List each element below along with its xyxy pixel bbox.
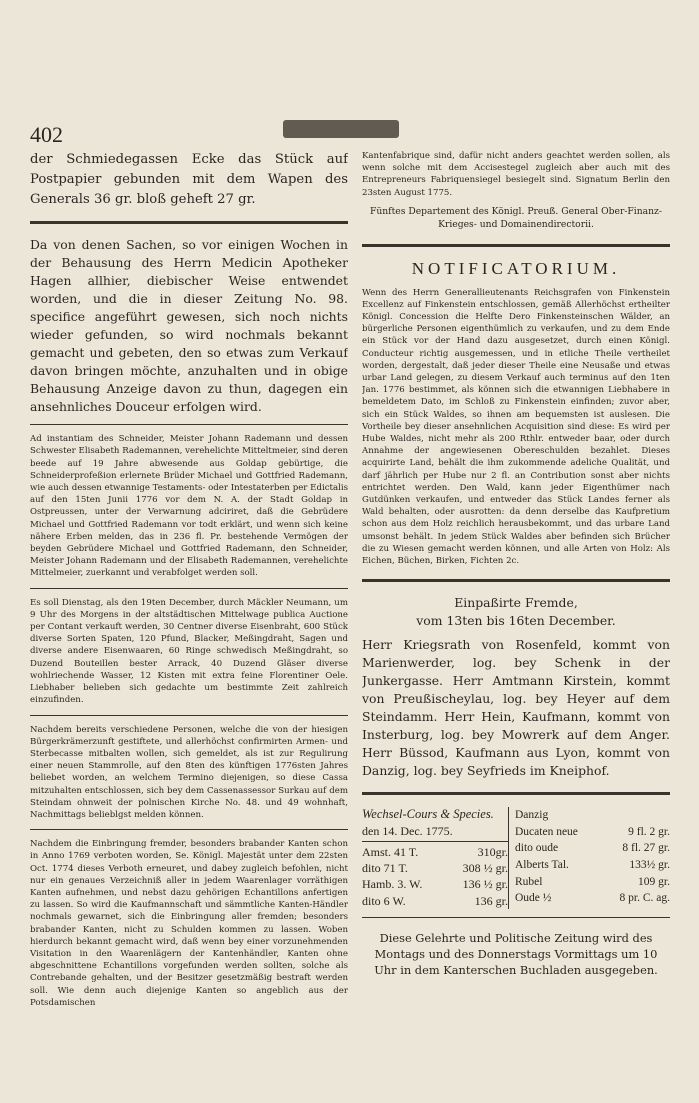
edict-notice: Ad instantiam des Schneider, Meister Johann Rademann und dessen Schwester Elisabeth Rademannen, verehelichte Mitteltmeier, sind deren beede auf 19 Jahre abwesende aus Goldap gebürtige, die Schneiderprofeßion erlernete Brüder Michael und Gottfried Rademann, wie auch dessen etwannige Testaments- oder Intestaterben per Edictalis auf den 15ten Junii 1776 vor dem N. A. der Stadt Goldap in Ostpreussen, unter der Verwarnung adciriret, daß die Gebrüdere Michael und Gottfried Rademann vor todt erklärt, und wenn sich keine nähere Erben melden, das in 236 fl. Pr. bestehende Vermögen der beyden Gebrüdere Michael und Gottfried Rademann, den Schneider, Meister Johann Rademann und der Elisabeth Rademannen, verehelichte Mittelmeier, zuerkannt und verabfolget werden soll. [30,434,348,579]
notificatorium-heading: NOTIFICATORIUM. [411,258,621,278]
strangers-list: Herr Kriegsrath von Rosenfeld, kommt von Marienwerder, log. bey Schenk in der Junkergasse. Herr Amtmann Kirstein, kommt von Preußischeylau, log. bey Heyer auf dem Steindamm. Herr Hein, Kaufmann, kommt von Insterburg, log. bey Mowrerk auf dem Anger. Herr Büssod, Kaufmann aus Lyon, kommt von Danzig, log. bey Seyfrieds im Kneiphof. [362,637,670,779]
left-column [30,150,348,1015]
strangers-dates: vom 13ten bis 16ten December. [416,613,616,629]
divider [30,221,348,224]
divider [30,424,348,425]
running-head-blot [283,120,399,138]
divider [362,917,670,918]
species-row: Ducaten neue 9 fl. 2 gr. [515,825,670,838]
exchange-date: den 14. Dec. 1775. [362,824,508,842]
divider [30,829,348,830]
exchange-rates [362,807,509,909]
auction-notice: Es soll Dienstag, als den 19ten December, durch Mäckler Neumann, um 9 Uhr des Morgens in der altstädtischen Mittelwage publica Auctione per Contant verkauft werden, 30 Centner diverse Eisenbraht, 600 Stück diverse Sorten Spaten, 120 Pfund, Blacker, Meßingdraht, Sagen und diverse andere Eisenwaaren, 60 Ringe schwedisch Meßingdraht, so Duzend Bouteillen bester Arrack, 40 Duzend Gläser diverse wohlriechende Wasser, 12 Kisten mit extra feine Florentiner Oele. Liebhaber belieben sich gedachte um bestimmte Zeit zahlreich einzufinden. [30,597,348,706]
right-column [362,150,670,990]
species-row: Oude ½ 8 pr. C. ag. [515,892,670,905]
species-row: dito oude 8 fl. 27 gr. [515,842,670,855]
exchange-row: Amst. 41 T. 310gr. [362,845,508,860]
exchange-row: dito 71 T. 308 ½ gr. [362,861,508,876]
exchange-row: Hamb. 3. W. 136 ½ gr. [362,877,508,892]
guild-notice: Nachdem bereits verschiedene Personen, welche die von der hiesigen Bürgerkrämerzunft gestiftete, und allerhöchst confirmirten Armen- und Sterbecasse mitbalten wollen, sich gemeldet, als ist zur Regulirung einer neuen Stammrolle, auf den 8ten des künftigen 1776sten Jahres beliebet worden, an welchem Termino diejenigen, so diese Cassa mitzuhalten entschlossen, sich bey dem Cassenassessor Surkau auf dem Steindam ohnweit der polnischen Kirche No. 48. und 49 wohnhaft, Nachmittags belieblgst melden können. [30,724,348,820]
notificatorium-text: Wenn des Herrn Generallieutenants Reichsgrafen von Finkenstein Excellenz auf Finkenstein entschlossen, gemäß Allerhöchst ertheilter Königl. Concession die Helfte Dero Finkensteinschen Wälder, an bürgerliche Personen eigenthümlich zu verkaufen, und zu dem Ende ein Stück vor der Hand dazu ausgesetzet, durch einen Königl. Conducteur richtig ausgemessen, und in etliche Theile vertheilet worden, dergestalt, daß jeder dieser Theile eine Neusaße und etwas urbar Land gelegen, zu diesem Verkauf auch terminus auf den 1ten Jan. 1776 bestimmet, als können sich die etwannigen Liebhabere in bemeldetem Dato, im Schloß zu Finkenstein einfinden; zuvor aber, sich ein Stück Waldes, so ihnen am bequemsten ist auslesen. Die Vortheile bey dieser ansehnlichen Acquisition sind diese: Es wird per Hube Waldes, nicht mehr als 200 Rthlr. entweder baar, oder durch Annahme der angewiesenen Obereschulden bezahlet. Dieses acquirirte Land, behält die ihm zukommende adeliche Qualität, und darf jährlich per Hube nur 2 fl. an Contribution sonst aber nichts entrichtet werden. Den Wald, kann jeder Eigenthümer nach Gutdünken verkaufen, und entweder das Stück Landes ferner als Wald behalten, oder ausrotten: da denn derselbe das Kaufpretium schon aus dem Holz reichlich herausbekommt, und das urbare Land umsonst behält. In jedem Stück Waldes aber befinden sich Brücher die zu Wiesen gemacht werden können, und alle Arten von Holz: Als Eichen, Büchen, Birken, Fichten 2c. [362,287,670,566]
exchange-title: Wechsel-Cours & Species. [362,807,494,822]
department-signature: Fünftes Departement des Königl. Preuß. General Ober-Finanz- Krieges- und Domainendirectorii. [369,205,663,231]
species-rates [515,807,670,909]
exchange-row: dito 6 W. 136 gr. [362,893,508,908]
book-notice-end: der Schmiedegassen Ecke das Stück auf Postpapier gebunden mit dem Wapen des Generals 36 gr. bloß geheft 27 gr. [30,152,348,207]
lace-ban-continued: Kantenfabrique sind, dafür nicht anders geachtet werden sollen, als wenn solche mit dem Accisestegel zugleich aber auch mit des Entrepreneurs Fabriquensiegel besiegelt sind. Signatum Berlin den 23sten August 1775. [362,151,670,198]
lace-ban-notice: Nachdem die Einbringung fremder, besonders brabander Kanten schon in Anno 1769 verboten worden, Se. Königl. Majestät unter dem 22sten Oct. 1774 dieses Verboth erneuret, und dabey zugleich befohlen, nicht nur ein genaues Verzeichniß aller in jedem Waarenlager vorräthigen Kanten aufnehmen, und nebst dazu gehörigen Echantillons anfertigen zu lassen. So wird die Kaufmannschaft und sämmtliche Kanten-Händler nochmals gewarnet, sich die Einbringung aller fremden; besonders brabander Kanten, nicht zu Schulden kommen zu lassen. Woben hierdurch bekannt gemacht wird, daß wenn bey einer vorzunehmenden Visitation in den Waarenlägern der Kantenhändler, Kanten ohne abgeschnittene Echantillons vorgefunden werden sollten, solche als Contrebande gehalten, und der Besitzer gesetzmäßig bestraft werden soll. Wie denn auch diejenige Kanten so angeblich aus der Potsdamischen [30,839,348,1008]
page-number: 402 [30,122,63,147]
theft-notice: Da von denen Sachen, so vor einigen Wochen in der Behausung des Herrn Medicin Apotheker Hagen allhier, diebischer Weise entwendet worden, und die in dieser Zeitung No. 98. specifice angeführt gewesen, sich noch nichts wieder gefunden, so wird nochmals bekannt gemacht und gebeten, den so etwas zum Verkauf davon bringen möchte, anzuhalten und in obige Behausung Anzeige davon zu thun, dagegen ein ansehnliches Douceur erfolgen wird. [30,237,348,415]
divider [30,588,348,589]
divider [30,715,348,716]
publication-footer: Diese Gelehrte und Politische Zeitung wird des Montags und des Donnerstags Vormittags um 10 Uhr in dem Kanterschen Buchladen ausgegeben. [374,930,658,978]
divider [362,244,670,247]
species-row: Alberts Tal. 133½ gr. [515,859,670,872]
exchange-table [362,807,670,909]
species-row: Rubel 109 gr. [515,875,670,888]
divider [362,579,670,582]
danzig-label: Danzig [515,809,549,822]
strangers-heading: Einpaßirte Fremde, [454,595,578,611]
divider [362,792,670,795]
